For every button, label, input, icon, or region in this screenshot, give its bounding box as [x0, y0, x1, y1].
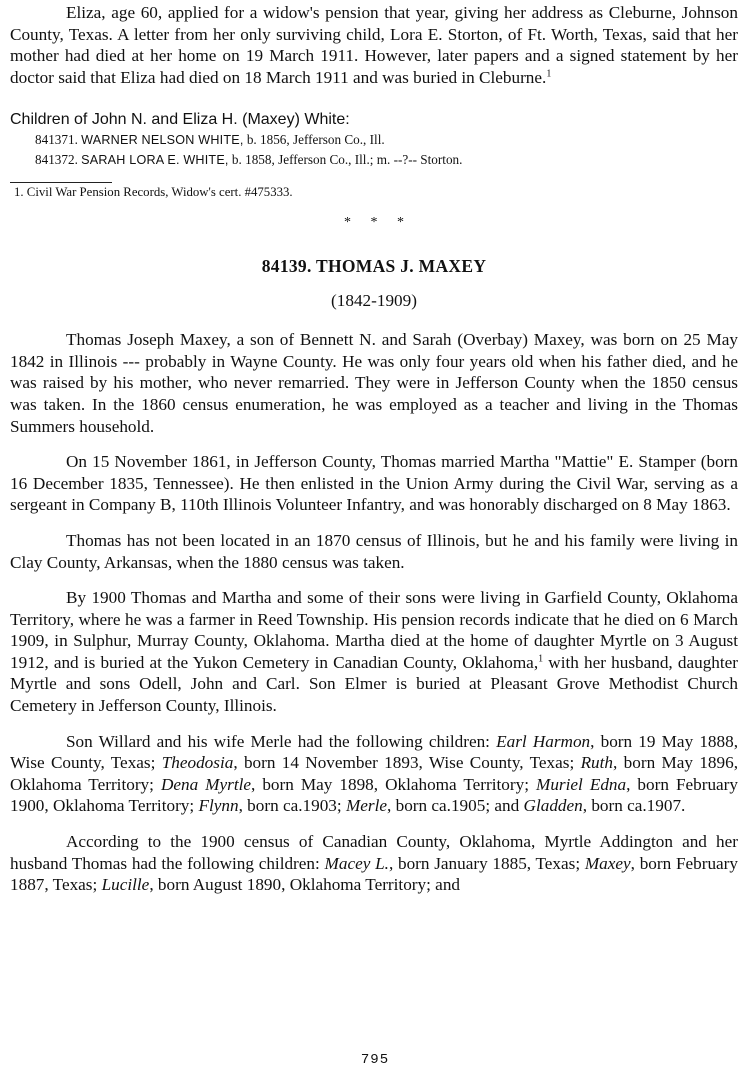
footnote: 1. Civil War Pension Records, Widow's cert. #475333.: [14, 185, 293, 200]
child-name: SARAH LORA E. WHITE,: [81, 153, 229, 168]
child-name-italic: Muriel Edna: [536, 774, 627, 794]
document-page: [10, 2, 738, 896]
page-number: 795: [360, 1052, 390, 1068]
section-dates: (1842-1909): [331, 290, 417, 310]
footnote-mark: 1: [538, 653, 544, 665]
footnote-mark: 1: [546, 68, 552, 80]
paragraph-birth: Thomas Joseph Maxey, a son of Bennett N. and Sarah (Overbay) Maxey, was born on 25 May 1842 in Illinois --- probably in Wayne County. He was only four years old when his father died, and he was raised by his mother, who never remarried. They were in Jefferson County when the 1850 census was taken. In the 1860 census enumeration, he was employed as a teacher and living in the Thomas Summers household.: [10, 330, 738, 436]
paragraph-oklahoma-text-cont: with her husband, daughter Myrtle and sons Odell, John and Carl. Son Elmer is buried at Pleasant Grove Methodist Church Cemetery in Jefferson County, Illinois.: [10, 652, 739, 716]
child-name-italic: Earl Harmon: [496, 731, 591, 751]
child-name: WARNER NELSON WHITE,: [81, 133, 244, 148]
paragraph-marriage: On 15 November 1861, in Jefferson County, Thomas married Martha "Mattie" E. Stamper (born 16 December 1835, Tennessee). He then enlisted in the Union Army during the Civil War, serving as a sergeant in Company B, 110th Illinois Volunteer Infantry, and was honorably discharged on 8 May 1863.: [10, 452, 738, 515]
text-run: , born ca.1903;: [238, 796, 346, 816]
section-title: 84139. THOMAS J. MAXEY: [261, 255, 487, 276]
text-run: , born February 1900, Oklahoma Territory;: [10, 774, 738, 816]
paragraph-oklahoma-text: By 1900 Thomas and Martha and some of their sons were living in Garfield County, Oklahoma Territory, where he was a farmer in Reed Township. His pension records indicate that he died on 6 March 1909, in Sulphur, Murray County, Oklahoma. Martha died at the home of daughter Myrtle on 3 August 1912, and is buried at the Yukon Cemetery in Canadian County, Oklahoma,: [10, 588, 738, 672]
text-run: , born May 1896, Oklahoma Territory;: [10, 753, 738, 794]
child-name-italic: Dena Myrtle: [160, 774, 252, 794]
text-run: , born May 1898, Oklahoma Territory;: [251, 774, 537, 794]
child-name-italic: Merle: [345, 796, 388, 816]
child-details: b. 1856, Jefferson Co., Ill.: [246, 132, 385, 148]
text-run: , born January 1885, Texas;: [388, 853, 585, 873]
child-name-italic: Ruth: [580, 753, 614, 773]
child-name-italic: Theodosia: [161, 753, 234, 773]
paragraph-myrtle-children: [10, 831, 738, 896]
paragraph-oklahoma: [10, 587, 738, 717]
child-number: 841371.: [35, 132, 78, 148]
child-name-italic: Macey L.: [324, 853, 389, 873]
eliza-paragraph-text: Eliza, age 60, applied for a widow's pension that year, giving her address as Cleburne, Johnson County, Texas. A letter from her only surviving child, Lora E. Storton, of Ft. Worth, Texas, said that her mother had died at her home on 19 March 1911. However, later papers and a signed statement by her doctor said that Eliza had died on 18 March 1911 and was buried in Cleburne.: [10, 3, 738, 87]
child-entry-841372: [10, 150, 738, 170]
text-run: , born February 1887, Texas;: [10, 853, 738, 895]
eliza-paragraph: [10, 2, 738, 88]
text-run: , born 14 November 1893, Wise County, Texas;: [233, 753, 581, 773]
text-run: , born 19 May 1888, Wise County, Texas;: [10, 731, 738, 773]
text-run: According to the 1900 census of Canadian County, Oklahoma, Myrtle Addington and her husband Thomas had the following children:: [10, 832, 738, 873]
child-details: b. 1858, Jefferson Co., Ill.; m. --?-- Storton.: [231, 152, 463, 168]
child-number: 841372.: [35, 152, 78, 168]
child-name-italic: Gladden: [523, 796, 583, 816]
paragraph-census: Thomas has not been located in an 1870 census of Illinois, but he and his family were living in Clay County, Arkansas, when the 1880 census was taken.: [10, 530, 738, 572]
text-run: , born ca.1907.: [582, 796, 686, 816]
child-entry-841371: [10, 130, 738, 150]
child-name-italic: Lucille: [101, 875, 150, 895]
text-run: , born August 1890, Oklahoma Territory; and: [149, 875, 461, 895]
child-name-italic: Maxey: [584, 853, 631, 873]
paragraph-willard-children: [10, 731, 738, 817]
text-run: , born ca.1905; and: [387, 796, 524, 816]
section-separator: * * *: [344, 215, 412, 231]
child-name-italic: Flynn: [198, 796, 239, 816]
children-heading: Children of John N. and Eliza H. (Maxey) White:: [10, 111, 350, 129]
text-run: Son Willard and his wife Merle had the following children:: [66, 731, 497, 751]
